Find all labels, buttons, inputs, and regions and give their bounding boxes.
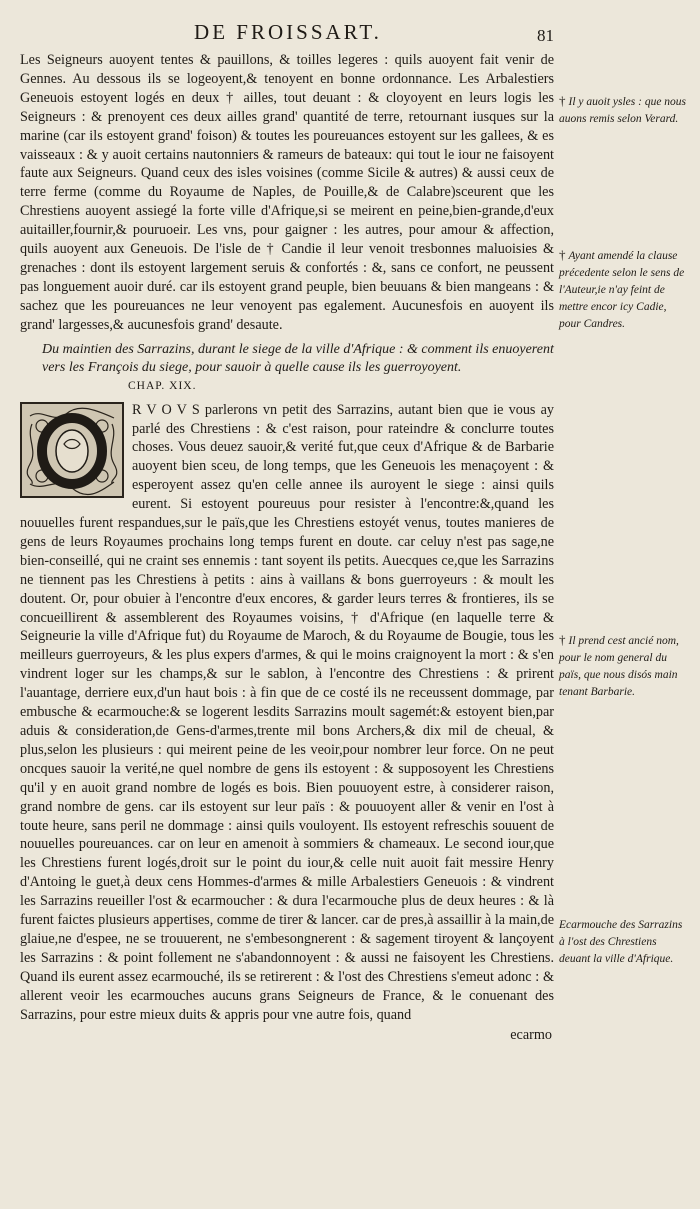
running-head: DE FROISSART. — [194, 20, 382, 44]
dagger-mark: † — [559, 93, 566, 108]
catchword: ecarmo — [510, 1026, 552, 1043]
paragraph-saracens: R V O V S parlerons vn petit des Sarrazins, autant bien que ie vous ay parlé des Chrestiens : & c'est raison, pour rateindre & conclurre toutes choses. Vous deuez sauoir,& verité fut,que ceux d'Afrique & de Barbarie auoyent bien sceu, de long temps, que les Geneuois les menaçoyent : & esperoyent assez qu'en celle annee ils auroyent le siege : ainsi quils eurent. Si estoyent poureuus pour resister à l'encontre:&,quand les nouuelles furent respandues,sur le païs,que les Chrestiens estoyét venus, toutes manieres de gens de leurs Royaumes prochains long temps furent en doute. car celuy n'est pas sage,ne bien-conseillé, qui ne craint ses ennemis : tant soyent ils petits. Auecques ce,que les Sarrazins ne tiennent pas les Chrestiens à petits : ains à vaillans & bons guerroyeurs : & moult les doutent. Or, pour obuier à l'encontre d'eux encores, & garder leurs terres & frontieres, ils se concueillirent & assemblerent des Royaumes voisins, † d'Afrique (en laquelle terre & Seigneurie la ville d'Afrique fut) du Royaume de Maroch, & du Royaume de Bougie, tous les meilleurs guerroyeurs, & les plus expers d'armes, & qui le moins craignoyent la mort : & s'en vindrent loger sur les champs,& sur le sablon, à l'encontre des Chrestiens : & prirent l'auantage, derriere eux,d'un haut bois : à fin que de ce costé ils ne receussent dommage, par embusche & ecarmouche:& se logerent lesdits Sarrazins moult sagemét:& estoyent bien,par aduis & consideration,de Gens-d'armes,trente mil bons Archers,& dix mil de cheual, & plus,selon les plusieurs : qui meirent peine de les veoir,pour nombrer leur force. On ne peut oncques sauoir la verité,ne quel nombre de gens ils estoyent : & supposoyent les Chrestiens qu'il y en auoit grand nombre de logés es bois. Bien pouuoyent estre, à considerer raison, grand nombre de gens. car ils estoyent sur leur païs : & pouuoyent aller & venir en l'ost à toute heure, sans peril ne dommage : ainsi quils vouloyent. Ils estoyent refreschis souuent de nouuelles poureuances. car on leur en amenoit à sommiers & chameaux. Le second iour,que les Chrestiens furent logés,droit sur le point du iour,& celle nuit auoit fait messire Henry d'Antoing le guet,à deux cens Hommes-d'armes & mille Arbalestiers Geneuois : & vindrent les Sarrazins reueiller l'ost & ecarmoucher : & dura l'ecarmouche plus de deux heures : & là furent faictes plusieurs appertises, comme de tirer & lancer. car de pres,à assaillir à la main,de glaiue,ne d'espee, ne se trouuerent, ne s'embesongnerent : & sagement tiroyent & lançoyent les Sarrazins : & point follement ne s'abandonnoyent : & aussi ne faisoyent les Chrestiens. Quand ils eurent assez ecarmouché, ils se retirerent : & l'ost des Chrestiens s'emeut adonc : & allerent veoir les ecarmouches aucuns grans Seigneurs de France, & le conuenant des Sarrazins, pour estre mieux duits & appris pour vne autre fois, quand — [20, 401, 554, 1023]
chapter-number: CHAP. XIX. — [128, 379, 197, 392]
margin-note-4 — [559, 917, 687, 968]
margin-note-1 — [559, 92, 687, 128]
chapter-heading — [20, 341, 554, 395]
margin-note-text: Il prend cest ancié nom, pour le nom general du païs, que nous disós main tenant Barbarie. — [559, 635, 679, 698]
main-text-column — [20, 51, 554, 1044]
dagger-mark: † — [559, 632, 566, 647]
dagger-mark: † — [559, 247, 566, 262]
margin-note-2 — [559, 246, 687, 333]
margin-note-text: Ecarmouche des Sarrazins à l'ost des Chrestiens deuant la ville d'Afrique. — [559, 919, 683, 965]
chapter-title: Du maintien des Sarrazins, durant le siege de la ville d'Afrique : & comment ils enuoyerent vers les François du siege, pour sauoir à quelle cause ils les guerroyoyent. — [42, 341, 554, 375]
paragraph-siege-camp: Les Seigneurs auoyent tentes & pauillons, & toilles legeres : quils auoyent fait venir de Gennes. Au dessous ils se logeoyent,& tenoyent en bonne ordonnance. Les Arbalestiers Geneuois estoyent logés en deux † ailles, tout deuant : & cloyoyent en leurs logis les Seigneurs : & prenoyent ces deux ailles grand' quantité de terre, retournant iusques sur la marine (car ils estoyent grand' foison) & toutes les poureuances estoyent sur les gallees, & es vaisseaux : & y auoit certains nautonniers & rameurs de bateaux: qui tout le iour ne faisoyent faute aux Seigneurs. Quand ceux des isles voisines (comme Sicile & autres) & aussi ceux de terre ferme (comme du Royaume de Naples, de Pouille,& de Calabre)sceurent que les Chrestiens auoyent assiegé la forte ville d'Afrique,si se meirent en peine,bien-grande,d'eux auitailler,fournir,& pouruoeir. Les vns, pour gaigner : les autres, pour amour & affection, quils auoyent aux Geneuois. De l'isle de † Candie il leur venoit tresbonnes maluoisies & grenaches : dont ils estoyent largement seruis & confortés : &, sans ce confort, ne peussent pas longuement auoir duré. car ils estoyent grand peuple, bien beuuans & bien mangeans : & sachez que les poureuances ne leur venoyent pas egalement. Aucunesfois en auoyent ils grand' largesses,& aucunesfois grand' desaute. — [20, 52, 554, 333]
page-number: 81 — [537, 26, 554, 45]
margin-note-3 — [559, 631, 687, 701]
margin-note-text: Il y auoit ysles : que nous auons remis selon Verard. — [559, 96, 687, 125]
margin-note-text: Ayant amendé la clause précedente selon le sens de l'Auteur,ie n'ay feint de mettre encor icy Cadie, pour Candres. — [559, 250, 685, 330]
decorated-initial-o-icon — [20, 402, 124, 498]
